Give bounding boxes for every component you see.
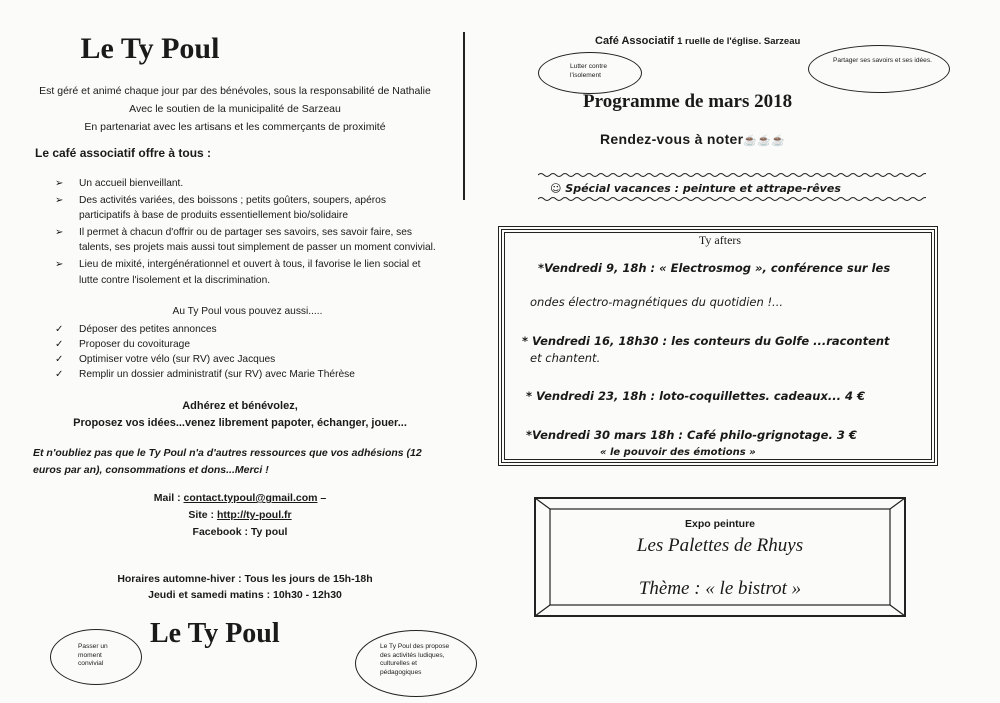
offer-list <box>55 176 440 289</box>
list-item: ➢ Lieu de mixité, intergénérationnel et ouvert à tous, il favorise le lien social et lutte contre l'isolement et la discrimination. <box>55 258 421 286</box>
event-line: * Vendredi 23, 18h : loto-coquillettes. cadeaux... 4 € <box>526 389 865 403</box>
hours-block <box>25 571 465 603</box>
event-line: ondes électro-magnétiques du quotidien !... <box>530 295 784 309</box>
list-item: ✓ Déposer des petites annonces <box>55 324 217 335</box>
partner-text: En partenariat avec les artisans et les commerçants de proximité <box>84 121 386 133</box>
divider <box>463 32 465 200</box>
checkmark-icon: ✓ <box>55 369 64 380</box>
checkmark-icon: ✓ <box>55 324 64 335</box>
list-item: ✓ Proposer du covoiturage <box>55 339 190 350</box>
bottom-title: Le Ty Poul <box>150 618 280 649</box>
join-block <box>25 398 455 432</box>
mail-link[interactable]: contact.typoul@gmail.com <box>183 492 318 504</box>
site-label: Site : <box>188 509 215 521</box>
mail-label: Mail : <box>153 492 181 504</box>
checkmark-icon: ✓ <box>55 354 64 365</box>
special-text: ☺ Spécial vacances : peinture et attrape-rêves <box>550 182 841 195</box>
check-list <box>55 322 355 382</box>
event-line: *Vendredi 9, 18h : « Electrosmog », conférence sur les <box>538 261 891 275</box>
event-line: * Vendredi 16, 18h30 : les conteurs du Golfe ...racontent <box>522 334 890 348</box>
also-text: Au Ty Poul vous pouvez aussi..... <box>172 306 323 317</box>
oval-callout <box>808 45 950 93</box>
expo-name: Les Palettes de Rhuys <box>636 535 804 556</box>
arrow-bullet-icon: ➢ <box>55 226 64 238</box>
offer-heading: Le café associatif offre à tous : <box>35 146 212 160</box>
managed-text: Est géré et animé chaque jour par des bénévoles, sous la responsabilité de Nathalie <box>39 85 431 97</box>
join-line: Adhérez et bénévolez, <box>182 400 298 412</box>
site-link[interactable]: http://ty-poul.fr <box>216 509 292 521</box>
page-title: Le Ty Poul <box>80 32 220 65</box>
event-line: *Vendredi 30 mars 18h : Café philo-grignotage. 3 € <box>526 428 857 442</box>
arrow-bullet-icon: ➢ <box>55 178 64 189</box>
ty-afters-title: Ty afters <box>698 233 742 247</box>
expo-theme: Thème : « le bistrot » <box>638 578 802 599</box>
contact-block: Mail : contact.typoul@gmail.com – Site : http://ty-poul.fr Facebook : Ty poul <box>25 490 455 541</box>
checkmark-icon: ✓ <box>55 339 64 350</box>
resources-text: Et n'oubliez pas que le Ty Poul n'a d'autres ressources que vos adhésions (12 euros par an), consommations et dons...Merci ! <box>33 447 422 476</box>
hours-line: Jeudi et samedi matins : 10h30 - 12h30 <box>148 589 342 601</box>
join-line: Proposez vos idées...venez librement papoter, échanger, jouer... <box>73 417 407 429</box>
event-line: « le pouvoir des émotions » <box>600 447 756 458</box>
hours-line: Horaires automne-hiver : Tous les jours de 15h-18h <box>117 573 373 585</box>
oval-callout-text: Passer un moment convivial <box>78 643 108 667</box>
rdv-line: Rendez-vous à noter☕☕☕ <box>600 131 786 147</box>
arrow-bullet-icon: ➢ <box>55 194 64 206</box>
list-item: ✓ Remplir un dossier administratif (sur RV) avec Marie Thérèse <box>55 369 355 380</box>
list-item: ➢ Un accueil bienveillant. <box>55 176 440 192</box>
facebook-text: Facebook : Ty poul <box>192 526 288 538</box>
list-item: ➢ Il permet à chacun d'offrir ou de partager ses savoirs, ses savoir faire, ses talents, ses projets mais aussi tout simplement de passer un moment convivial. <box>55 226 436 254</box>
event-line: et chantent. <box>530 351 601 365</box>
list-item: ✓ Optimiser votre vélo (sur RV) avec Jacques <box>55 354 276 365</box>
oval-callout-text: Partager ses savoirs et ses idées. <box>833 57 932 64</box>
cafe-header: Café Associatif 1 ruelle de l'église. Sarzeau <box>595 35 801 47</box>
arrow-bullet-icon: ➢ <box>55 258 64 270</box>
oval-callout-text: Le Ty Poul des propose des activités ludiques, culturelles et pédagogiques <box>380 643 450 676</box>
program-title: Programme de mars 2018 <box>583 91 793 112</box>
expo-label: Expo peinture <box>684 518 755 530</box>
support-text: Avec le soutien de la municipalité de Sarzeau <box>129 103 341 115</box>
coffee-cup-icon: ☕☕☕ <box>743 135 786 147</box>
list-item: ➢ Des activités variées, des boissons ; petits goûters, soupers, apéros participatifs à base de produits essentiellement bio/solidaire <box>55 194 386 222</box>
oval-callout-text: Lutter contre l'isolement <box>570 63 608 79</box>
